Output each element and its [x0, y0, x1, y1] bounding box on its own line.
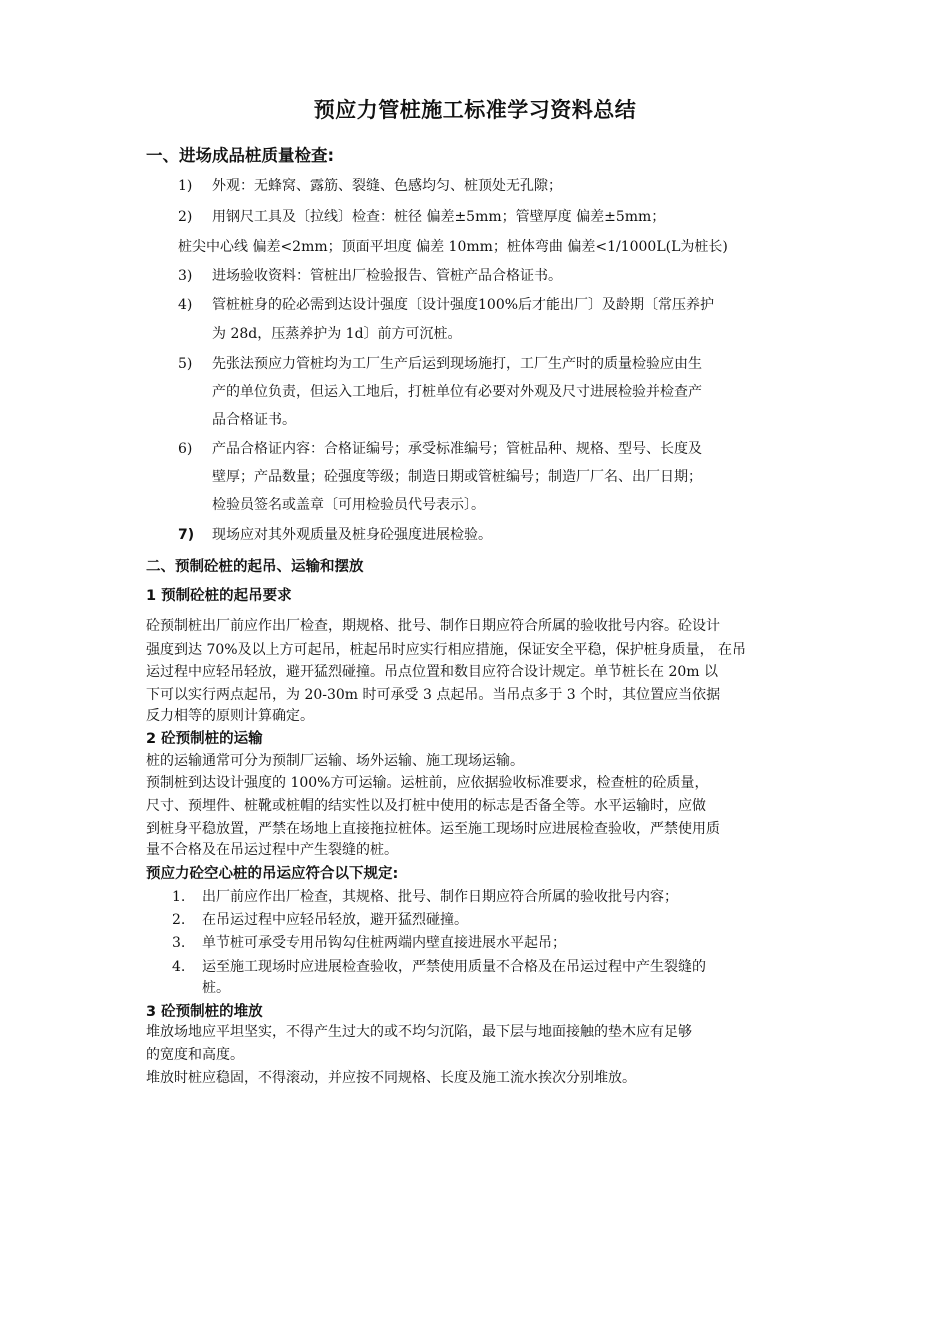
item-line: 用钢尺工具及〔拉线〕检查：桩径 偏差±5mm；管壁厚度 偏差±5mm； — [212, 209, 666, 225]
paragraph-line: 堆放时桩应稳固，不得滚动，并应按不同规格、长度及施工流水挨次分别堆放。 — [146, 1070, 636, 1086]
paragraph-line: 量不合格及在吊运过程中产生裂缝的桩。 — [146, 842, 398, 858]
paragraph-line: 堆放场地应平坦坚实，不得产生过大的或不均匀沉陷，最下层与地面接触的垫木应有足够 — [146, 1024, 692, 1040]
item-number: 1) — [178, 178, 193, 194]
item-number: 2) — [178, 209, 193, 225]
item-line: 现场应对其外观质量及桩身砼强度进展检验。 — [212, 527, 492, 543]
item-line: 进场验收资料：管桩出厂检验报告、管桩产品合格证书。 — [212, 268, 562, 284]
item-line: 外观：无蜂窝、露筋、裂缝、色感均匀、桩顶处无孔隙； — [212, 178, 562, 194]
item-line: 品合格证书。 — [212, 412, 296, 428]
section-heading-hoisting: 二、预制砼桩的起吊、运输和摆放 — [146, 559, 364, 575]
rule-line: 出厂前应作出厂检查，其规格、批号、制作日期应符合所属的验收批号内容； — [202, 889, 678, 905]
paragraph-line: 桩的运输通常可分为预制厂运输、场外运输、施工现场运输。 — [146, 753, 524, 769]
item-line: 产的单位负责，但运入工地后，打桩单位有必要对外观及尺寸进展检验并检查产 — [212, 384, 702, 400]
item-line: 为 28d，压蒸养护为 1d〕前方可沉桩。 — [212, 326, 462, 342]
paragraph-line: 尺寸、预埋件、桩靴或桩帽的结实性以及打桩中使用的标志是否备全等。水平运输时，应做 — [146, 798, 706, 814]
item-line: 管桩桩身的砼必需到达设计强度〔设计强度100%后才能出厂〕及龄期〔常压养护 — [212, 297, 715, 313]
rule-line: 在吊运过程中应轻吊轻放，避开猛烈碰撞。 — [202, 912, 468, 928]
item-line: 壁厚；产品数量；砼强度等级；制造日期或管桩编号；制造厂厂名、出厂日期； — [212, 469, 702, 485]
rule-line: 运至施工现场时应进展检查验收，严禁使用质量不合格及在吊运过程中产生裂缝的 — [202, 959, 706, 975]
rules-heading: 预应力砼空心桩的吊运应符合以下规定: — [146, 866, 399, 882]
item-line: 桩尖中心线 偏差<2mm；顶面平坦度 偏差 10mm；桩体弯曲 偏差<1/1000L(L为桩长) — [178, 239, 728, 255]
paragraph-line: 砼预制桩出厂前应作出厂检查，期规格、批号、制作日期应符合所属的验收批号内容。砼设计 — [146, 618, 720, 634]
rule-number: 4. — [172, 959, 186, 975]
paragraph-line: 强度到达 70%及以上方可起吊，桩起吊时应实行相应措施，保证安全平稳，保护桩身质量， 在吊 — [146, 642, 747, 658]
item-line: 产品合格证内容：合格证编号；承受标准编号；管桩品种、规格、型号、长度及 — [212, 441, 702, 457]
rule-line: 单节桩可承受专用吊钩勾住桩两端内壁直接进展水平起吊； — [202, 935, 566, 951]
item-number: 5) — [178, 356, 193, 372]
subsection-heading-transport: 2 砼预制桩的运输 — [146, 731, 263, 747]
item-number: 6) — [178, 441, 193, 457]
item-number: 3) — [178, 268, 193, 284]
paragraph-line: 预制桩到达设计强度的 100%方可运输。运桩前，应依据验收标准要求，检查桩的砼质量， — [146, 775, 709, 791]
paragraph-line: 下可以实行两点起吊，为 20-30m 时可承受 3 点起吊。当吊点多于 3 个时，其位置应当依据 — [146, 687, 721, 703]
item-line: 检验员签名或盖章〔可用检验员代号表示〕。 — [212, 497, 485, 513]
rule-line: 桩。 — [202, 980, 230, 996]
paragraph-line: 反力相等的原则计算确定。 — [146, 708, 314, 724]
item-number: 7) — [178, 527, 195, 543]
rule-number: 2. — [172, 912, 186, 928]
subsection-heading-lifting: 1 预制砼桩的起吊要求 — [146, 588, 292, 604]
paragraph-line: 的宽度和高度。 — [146, 1047, 244, 1063]
item-number: 4) — [178, 297, 193, 313]
paragraph-line: 运过程中应轻吊轻放，避开猛烈碰撞。吊点位置和数目应符合设计规定。单节桩长在 20m 以 — [146, 664, 718, 680]
item-line: 先张法预应力管桩均为工厂生产后运到现场施打，工厂生产时的质量检验应由生 — [212, 356, 702, 372]
paragraph-line: 到桩身平稳放置，严禁在场地上直接拖拉桩体。运至施工现场时应进展检查验收，严禁使用质 — [146, 821, 720, 837]
page-title: 预应力管桩施工标准学习资料总结 — [313, 98, 637, 122]
section-heading-inspection: 一、进场成品桩质量检查: — [146, 146, 335, 165]
rule-number: 3. — [172, 935, 186, 951]
subsection-heading-stacking: 3 砼预制桩的堆放 — [146, 1004, 263, 1020]
rule-number: 1. — [172, 889, 186, 905]
